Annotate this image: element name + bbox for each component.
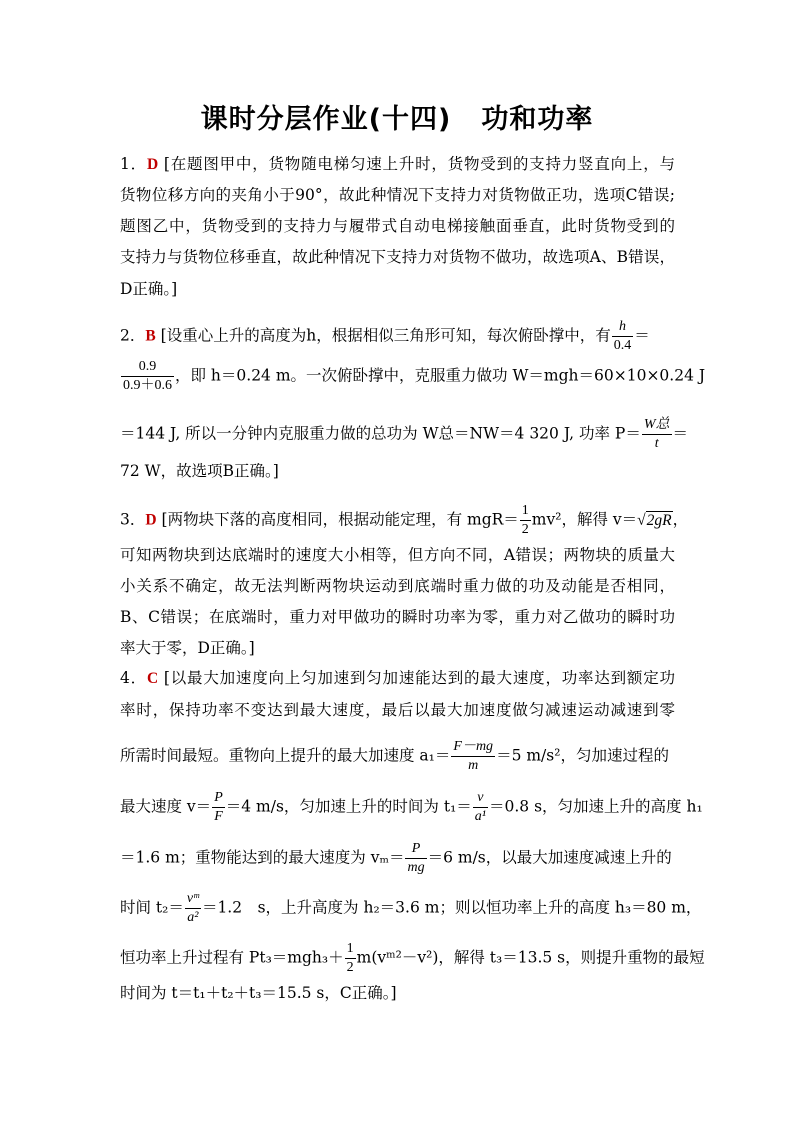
q1-line-1: 1．D [在题图甲中，货物随电梯匀速上升时，货物受到的支持力竖直向上，与 [120, 155, 675, 173]
q1-line-2: 货物位移方向的夹角小于90°，故此种情况下支持力对货物做正功，选项C错误; [120, 186, 675, 204]
q2-line-1: 2．B [设重心上升的高度为h，根据相似三角形可知，每次俯卧撑中，有 $\frac{h}{0.4}$ ＝ [120, 319, 650, 353]
q4-line-7: 恒功率上升过程有 Pt₃＝mgh₃＋ $\frac{1}{2}$ m(vᵐ²－v²)，解得 t₃＝13.5 s，则提升重物的最短 [120, 941, 705, 975]
q4-fraction-t1: $\frac{v}{\text{a¹}}$ [474, 790, 486, 824]
q3-answer: D [145, 511, 157, 529]
page-title [0, 97, 794, 136]
q3-line-4: B、C错误；在底端时，重力对甲做功的瞬时功率为零，重力对乙做功的瞬时功 [120, 608, 675, 626]
q3-fraction-half: $\frac{1}{2}$ [521, 503, 529, 537]
q4-line-3: 所需时间最短。重物向上提升的最大加速度 a₁＝ $\frac{F-mg}{m}$ ＝5 m/s²，匀加速过程的 [120, 739, 669, 773]
q1-line-5: D正确。] [120, 280, 178, 298]
q4-line-8: 时间为 t＝t₁＋t₂＋t₃＝15.5 s，C正确。] [120, 984, 397, 1002]
q4-fraction-half: $\frac{1}{2}$ [346, 941, 354, 975]
q3-line-1: 3．D [两物块下落的高度相同，根据动能定理，有 mgR＝ $\frac{1}{2}$ mv²，解得 v＝√2gR， [120, 503, 689, 537]
q2-fraction-ratio: $\frac{0.9}{0.9+0.6}$ [123, 359, 172, 393]
q4-fraction-v: $\frac{P}{F}$ [214, 790, 223, 824]
title-main: 课时分层作业(十四) [200, 104, 452, 135]
q2-line-4: 72 W，故选项B正确。] [120, 462, 279, 480]
q4-line-5: ＝1.6 m；重物能达到的最大速度为 vₘ＝ $\frac{P}{mg}$ ＝6 m/s，以最大加速度减速上升的 [120, 841, 672, 875]
q1-number: 1． [120, 155, 147, 173]
q4-answer: C [146, 670, 159, 687]
q4-line-2: 率时，保持功率不变达到最大速度，最后以最大加速度做匀减速运动减速到零 [120, 701, 675, 719]
q3-line-2: 可知两物块到达底端时的速度大小相等，但方向不同，A错误；两物块的质量大 [120, 546, 675, 564]
q3-sqrt: √2gR [637, 511, 672, 529]
q4-fraction-vm: $\frac{P}{mg}$ [407, 841, 425, 875]
q4-fraction-accel: $\frac{F-mg}{m}$ [453, 739, 494, 773]
q4-line-4: 最大速度 v＝ $\frac{P}{F}$ ＝4 m/s，匀加速上升的时间为 t₁＝ $\frac{v}{\text{a¹}}$ ＝0.8 s，匀加速上升的高度 h₁ [120, 790, 703, 824]
q3-line-3: 小关系不确定，故无法判断两物块运动到底端时重力做的功及动能是否相同， [120, 577, 675, 595]
q1-line-3: 题图乙中，货物受到的支持力与履带式自动电梯接触面垂直，此时货物受到的 [120, 217, 675, 235]
q4-line-6: 时间 t₂＝ $\frac{\text{vᵐ}}{\text{a²}}$ ＝1.2 s，上升高度为 h₂＝3.6 m；则以恒功率上升的高度 h₃＝80 m， [120, 891, 702, 925]
q3-line-5: 率大于零，D正确。] [120, 639, 255, 657]
q2-line-3: ＝144 J, 所以一分钟内克服重力做的总功为 W总＝NW＝4 320 J, 功率 P＝ $\frac{\text{W总}}{t}$ ＝ [120, 417, 689, 451]
q2-fraction-h: $\frac{h}{0.4}$ [613, 319, 632, 353]
q3-number: 3． [120, 510, 146, 529]
q2-answer: B [145, 327, 156, 345]
q2-fraction-power: $\frac{\text{W总}}{t}$ [643, 417, 670, 451]
q2-number: 2． [120, 326, 146, 345]
title-sub: 功和功率 [481, 104, 594, 135]
q1-line-4: 支持力与货物位移垂直，故此种情况下支持力对货物不做功，故选项A、B错误， [120, 248, 675, 266]
q4-fraction-t2: $\frac{\text{vᵐ}}{\text{a²}}$ [186, 891, 199, 925]
q4-line-1: 4．C [以最大加速度向上匀加速到匀加速能达到的最大速度，功率达到额定功 [120, 669, 675, 687]
q4-number: 4． [120, 669, 147, 687]
q1-answer: D [146, 156, 159, 173]
q2-line-2: $\frac{0.9}{0.9+0.6}$ ，即 h＝0.24 m。一次俯卧撑中，克服重力做功 W＝mgh＝60×10×0.24 J [123, 359, 706, 393]
